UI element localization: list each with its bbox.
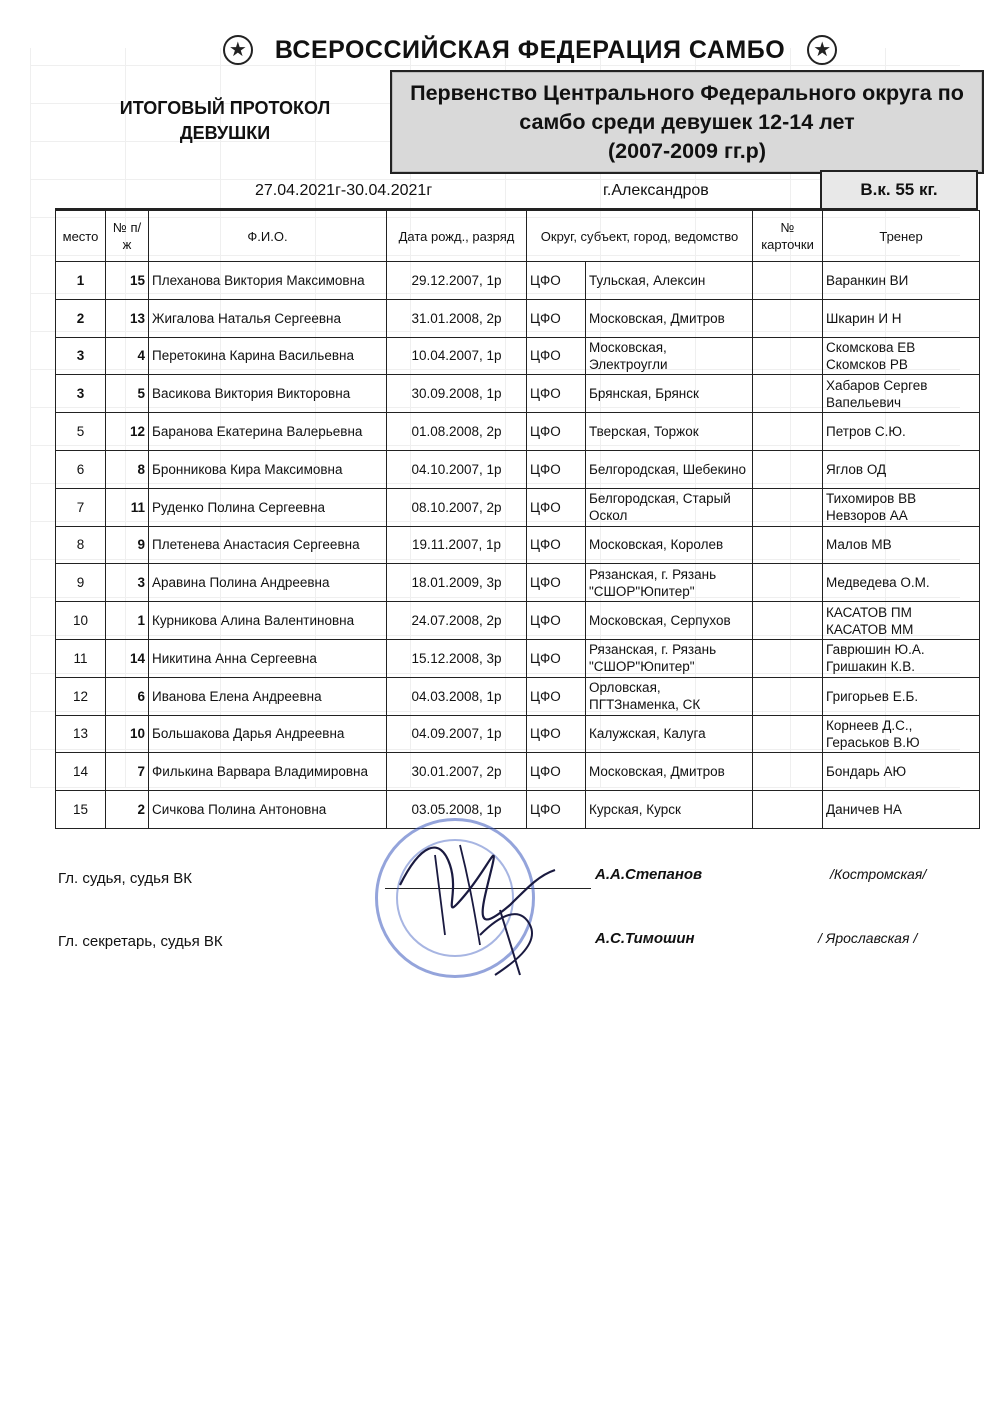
- card-cell: [753, 564, 823, 602]
- card-cell: [753, 488, 823, 526]
- col-header-place: место: [56, 211, 106, 262]
- birth-rank-cell: 30.01.2007, 2р: [387, 753, 527, 791]
- birth-rank-cell: 08.10.2007, 2р: [387, 488, 527, 526]
- number-cell: 12: [106, 413, 149, 451]
- coach-cell: Корнеев Д.С., Гераськов В.Ю: [823, 715, 980, 753]
- table-row: [56, 715, 980, 753]
- athlete-name-cell: Сичкова Полина Антоновна: [149, 791, 387, 829]
- table-row: [56, 753, 980, 791]
- secretary-region: / Ярославская /: [818, 930, 918, 946]
- birth-rank-cell: 04.09.2007, 1р: [387, 715, 527, 753]
- birth-rank-cell: 04.10.2007, 1р: [387, 450, 527, 488]
- judge-region: /Костромская/: [830, 866, 927, 882]
- col-header-num: № п/ж: [106, 211, 149, 262]
- card-cell: [753, 526, 823, 564]
- place-cell: 7: [56, 488, 106, 526]
- table-row: [56, 677, 980, 715]
- birth-rank-cell: 15.12.2008, 3р: [387, 639, 527, 677]
- sambo-star-icon: ★: [223, 35, 253, 65]
- protocol-title: [95, 96, 355, 146]
- number-cell: 14: [106, 639, 149, 677]
- place-cell: 13: [56, 715, 106, 753]
- region-cell: Рязанская, г. Рязань "СШОР"Юпитер": [586, 564, 753, 602]
- district-cell: ЦФО: [527, 337, 586, 375]
- birth-rank-cell: 30.09.2008, 1р: [387, 375, 527, 413]
- place-cell: 11: [56, 639, 106, 677]
- results-table: [55, 210, 980, 829]
- athlete-name-cell: Курникова Алина Валентиновна: [149, 602, 387, 640]
- coach-cell: Хабаров Сергев Вапельевич: [823, 375, 980, 413]
- region-cell: Брянская, Брянск: [586, 375, 753, 413]
- card-cell: [753, 413, 823, 451]
- number-cell: 3: [106, 564, 149, 602]
- region-cell: Московская, Дмитров: [586, 299, 753, 337]
- coach-cell: Петров С.Ю.: [823, 413, 980, 451]
- number-cell: 5: [106, 375, 149, 413]
- district-cell: ЦФО: [527, 639, 586, 677]
- birth-rank-cell: 31.01.2008, 2р: [387, 299, 527, 337]
- table-row: [56, 488, 980, 526]
- table-header-row: [56, 211, 980, 262]
- district-cell: ЦФО: [527, 791, 586, 829]
- table-row: [56, 375, 980, 413]
- table-row: [56, 299, 980, 337]
- district-cell: ЦФО: [527, 375, 586, 413]
- card-cell: [753, 602, 823, 640]
- athlete-name-cell: Жигалова Наталья Сергеевна: [149, 299, 387, 337]
- table-row: [56, 639, 980, 677]
- number-cell: 8: [106, 450, 149, 488]
- district-cell: ЦФО: [527, 602, 586, 640]
- number-cell: 7: [106, 753, 149, 791]
- card-cell: [753, 715, 823, 753]
- coach-cell: Яглов ОД: [823, 450, 980, 488]
- number-cell: 10: [106, 715, 149, 753]
- coach-cell: Григорьев Е.Б.: [823, 677, 980, 715]
- protocol-title-line2: ДЕВУШКИ: [179, 123, 271, 143]
- birth-rank-cell: 18.01.2009, 3р: [387, 564, 527, 602]
- place-cell: 15: [56, 791, 106, 829]
- event-city: г.Александров: [603, 182, 709, 199]
- athlete-name-cell: Баранова Екатерина Валерьевна: [149, 413, 387, 451]
- coach-cell: Даничев НА: [823, 791, 980, 829]
- col-header-coach: Тренер: [823, 211, 980, 262]
- number-cell: 2: [106, 791, 149, 829]
- secretary-name: А.С.Тимошин: [595, 930, 695, 947]
- athlete-name-cell: Плеханова Виктория Максимовна: [149, 262, 387, 300]
- card-cell: [753, 791, 823, 829]
- handwritten-signature: [380, 815, 580, 995]
- place-cell: 9: [56, 564, 106, 602]
- place-cell: 5: [56, 413, 106, 451]
- region-cell: Белгородская, Шебекино: [586, 450, 753, 488]
- coach-cell: Тихомиров ВВ Невзоров АА: [823, 488, 980, 526]
- birth-rank-cell: 04.03.2008, 1р: [387, 677, 527, 715]
- coach-cell: Медведева О.М.: [823, 564, 980, 602]
- table-row: [56, 602, 980, 640]
- coach-cell: Малов МВ: [823, 526, 980, 564]
- region-cell: Калужская, Калуга: [586, 715, 753, 753]
- place-cell: 3: [56, 375, 106, 413]
- sambo-star-icon: ★: [807, 35, 837, 65]
- federation-header: [190, 30, 870, 70]
- athlete-name-cell: Перетокина Карина Васильевна: [149, 337, 387, 375]
- card-cell: [753, 639, 823, 677]
- place-cell: 6: [56, 450, 106, 488]
- table-body: [56, 262, 980, 829]
- place-cell: 10: [56, 602, 106, 640]
- region-cell: Московская, Дмитров: [586, 753, 753, 791]
- birth-rank-cell: 03.05.2008, 1р: [387, 791, 527, 829]
- region-cell: Тульская, Алексин: [586, 262, 753, 300]
- district-cell: ЦФО: [527, 262, 586, 300]
- number-cell: 1: [106, 602, 149, 640]
- district-cell: ЦФО: [527, 413, 586, 451]
- table-row: [56, 413, 980, 451]
- coach-cell: КАСАТОВ ПМ КАСАТОВ ММ: [823, 602, 980, 640]
- athlete-name-cell: Руденко Полина Сергеевна: [149, 488, 387, 526]
- district-cell: ЦФО: [527, 564, 586, 602]
- region-cell: Рязанская, г. Рязань "СШОР"Юпитер": [586, 639, 753, 677]
- weight-category: В.к. 55 кг.: [820, 170, 978, 208]
- table-row: [56, 262, 980, 300]
- birth-rank-cell: 10.04.2007, 1р: [387, 337, 527, 375]
- district-cell: ЦФО: [527, 526, 586, 564]
- athlete-name-cell: Плетенева Анастасия Сергеевна: [149, 526, 387, 564]
- district-cell: ЦФО: [527, 299, 586, 337]
- birth-rank-cell: 01.08.2008, 2р: [387, 413, 527, 451]
- event-title: Первенство Центрального Федерального округа по самбо среди девушек 12-14 лет (2007-2009 гг.р): [410, 80, 964, 163]
- district-cell: ЦФО: [527, 677, 586, 715]
- table-row: [56, 337, 980, 375]
- place-cell: 8: [56, 526, 106, 564]
- region-cell: Московская, Королев: [586, 526, 753, 564]
- judge-name: А.А.Степанов: [595, 866, 703, 883]
- region-cell: Тверская, Торжок: [586, 413, 753, 451]
- card-cell: [753, 337, 823, 375]
- birth-rank-cell: 19.11.2007, 1р: [387, 526, 527, 564]
- number-cell: 15: [106, 262, 149, 300]
- coach-cell: Шкарин И Н: [823, 299, 980, 337]
- region-cell: Московская, Серпухов: [586, 602, 753, 640]
- region-cell: Курская, Курск: [586, 791, 753, 829]
- card-cell: [753, 262, 823, 300]
- event-title-box: [390, 70, 984, 174]
- number-cell: 9: [106, 526, 149, 564]
- table-row: [56, 526, 980, 564]
- card-cell: [753, 375, 823, 413]
- athlete-name-cell: Филькина Варвара Владимировна: [149, 753, 387, 791]
- athlete-name-cell: Бронникова Кира Максимовна: [149, 450, 387, 488]
- place-cell: 2: [56, 299, 106, 337]
- secretary-role: Гл. секретарь, судья ВК: [58, 933, 223, 950]
- number-cell: 11: [106, 488, 149, 526]
- card-cell: [753, 299, 823, 337]
- event-dates: 27.04.2021г-30.04.2021г: [255, 182, 433, 199]
- birth-rank-cell: 29.12.2007, 1р: [387, 262, 527, 300]
- place-cell: 1: [56, 262, 106, 300]
- coach-cell: Бондарь АЮ: [823, 753, 980, 791]
- card-cell: [753, 450, 823, 488]
- protocol-title-line1: ИТОГОВЫЙ ПРОТОКОЛ: [119, 98, 331, 118]
- coach-cell: Скомскова ЕВ Скомсков РВ: [823, 337, 980, 375]
- athlete-name-cell: Большакова Дарья Андреевна: [149, 715, 387, 753]
- col-header-name: Ф.И.О.: [149, 211, 387, 262]
- col-header-birth: Дата рожд., разряд: [387, 211, 527, 262]
- district-cell: ЦФО: [527, 450, 586, 488]
- coach-cell: Гаврюшин Ю.А. Гришакин К.В.: [823, 639, 980, 677]
- coach-cell: Варанкин ВИ: [823, 262, 980, 300]
- event-info-row: [55, 170, 978, 210]
- region-cell: Орловская, ПГТЗнаменка, СК: [586, 677, 753, 715]
- number-cell: 6: [106, 677, 149, 715]
- region-cell: Московская, Электроугли: [586, 337, 753, 375]
- athlete-name-cell: Никитина Анна Сергеевна: [149, 639, 387, 677]
- birth-rank-cell: 24.07.2008, 2р: [387, 602, 527, 640]
- table-row: [56, 564, 980, 602]
- federation-title: ВСЕРОССИЙСКАЯ ФЕДЕРАЦИЯ САМБО: [274, 35, 786, 64]
- judge-role: Гл. судья, судья ВК: [58, 870, 192, 887]
- card-cell: [753, 677, 823, 715]
- card-cell: [753, 753, 823, 791]
- number-cell: 13: [106, 299, 149, 337]
- col-header-region: Округ, субъект, город, ведомство: [527, 211, 753, 262]
- col-header-card: № карточки: [753, 211, 823, 262]
- table-row: [56, 450, 980, 488]
- place-cell: 12: [56, 677, 106, 715]
- athlete-name-cell: Иванова Елена Андреевна: [149, 677, 387, 715]
- athlete-name-cell: Васикова Виктория Викторовна: [149, 375, 387, 413]
- district-cell: ЦФО: [527, 753, 586, 791]
- number-cell: 4: [106, 337, 149, 375]
- region-cell: Белгородская, Старый Оскол: [586, 488, 753, 526]
- athlete-name-cell: Аравина Полина Андреевна: [149, 564, 387, 602]
- place-cell: 3: [56, 337, 106, 375]
- district-cell: ЦФО: [527, 715, 586, 753]
- district-cell: ЦФО: [527, 488, 586, 526]
- place-cell: 14: [56, 753, 106, 791]
